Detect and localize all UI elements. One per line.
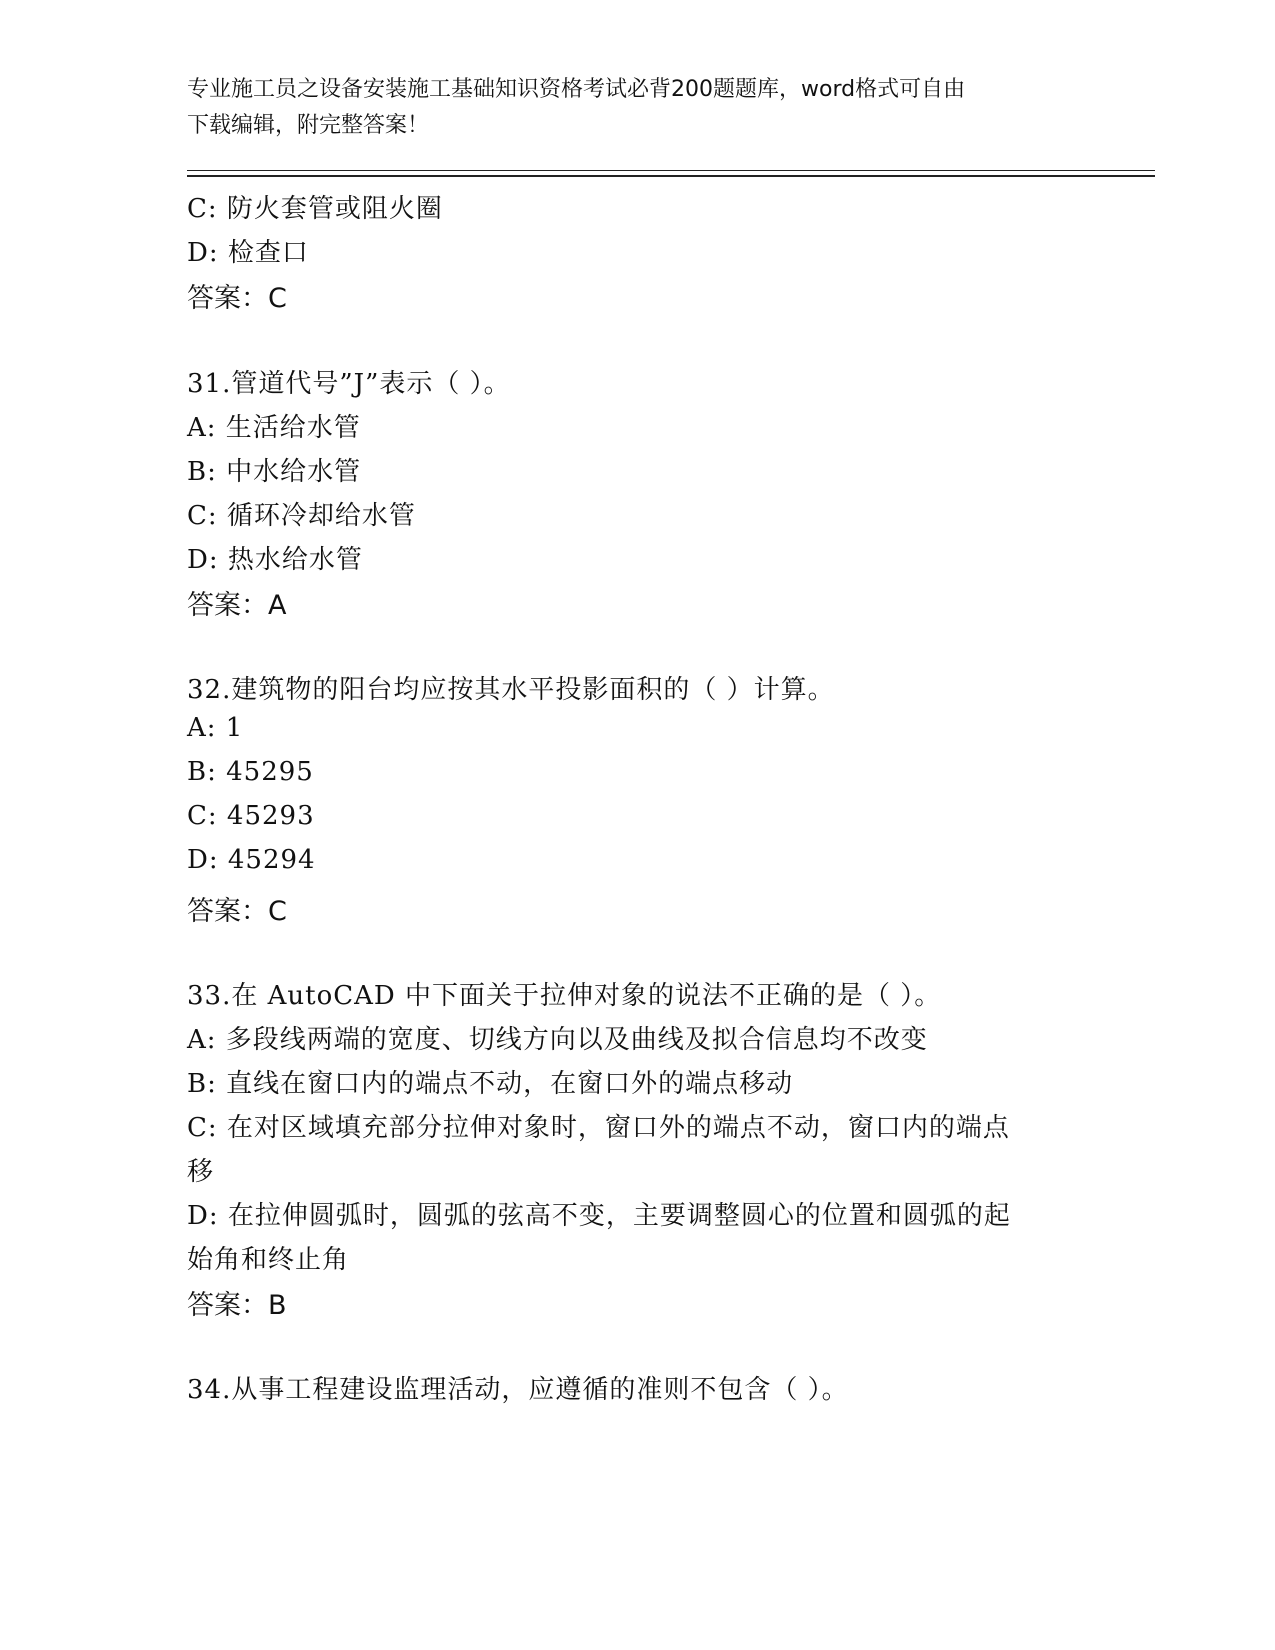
q33-option-d-line-1: D: 在拉伸圆弧时，圆弧的弦高不变，主要调整圆心的位置和圆弧的起 [187,1201,1011,1231]
document-header [187,72,1087,144]
q32-answer: 答案：C [187,896,287,927]
header-line-2: 下载编辑，附完整答案！ [187,113,430,138]
q32-stem: 32.建筑物的阳台均应按其水平投影面积的（ ）计算。 [187,675,835,705]
q33-option-b: B: 直线在窗口内的端点不动，在窗口外的端点移动 [187,1069,794,1099]
q30-answer: 答案：C [187,283,287,314]
q31-option-c: C: 循环冷却给水管 [187,501,416,531]
q33-option-d-line-2: 始角和终止角 [187,1245,350,1275]
q31-stem: 31.管道代号”J”表示（ ）。 [187,369,511,399]
q31-option-a: A: 生活给水管 [187,413,361,443]
q33-option-a: A: 多段线两端的宽度、切线方向以及曲线及拟合信息均不改变 [187,1025,928,1055]
q32-option-b: B: 45295 [187,757,314,787]
q34-stem: 34.从事工程建设监理活动，应遵循的准则不包含（ ）。 [187,1375,849,1405]
header-divider-thick [187,175,1155,177]
header-line-1: 专业施工员之设备安装施工基础知识资格考试必背200题题库，word格式可自由 [187,77,966,102]
q31-option-b: B: 中水给水管 [187,457,362,487]
q32-option-d: D: 45294 [187,845,316,875]
q33-answer: 答案：B [187,1290,287,1321]
q33-option-c-line-2: 移 [187,1157,215,1187]
q32-option-a: A: 1 [187,713,244,743]
q32-option-c: C: 45293 [187,801,315,831]
q30-option-c: C: 防火套管或阻火圈 [187,194,443,224]
q31-option-d: D: 热水给水管 [187,545,363,575]
header-divider-thin [187,170,1155,171]
q31-answer: 答案：A [187,590,287,621]
q33-stem: 33.在 AutoCAD 中下面关于拉伸对象的说法不正确的是（ ）。 [187,981,942,1011]
q30-option-d: D: 检查口 [187,238,309,268]
q33-option-c-line-1: C: 在对区域填充部分拉伸对象时，窗口外的端点不动，窗口内的端点 [187,1113,1010,1143]
